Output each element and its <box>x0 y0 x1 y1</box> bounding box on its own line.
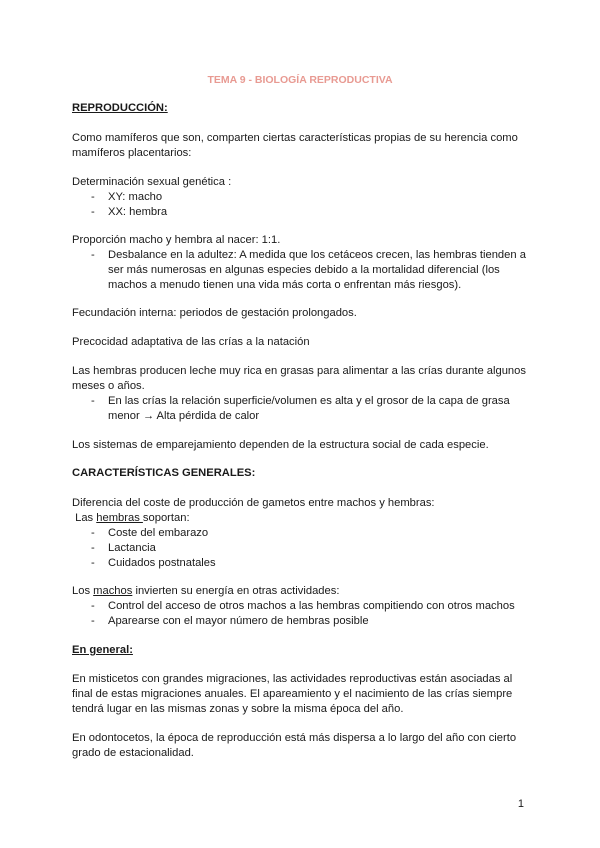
paragraph-machos: Los machos invierten su energía en otras actividades: - Control del acceso de otros machos a las hembras compitiendo con otros machos - Aparearse con el mayor número de hembras posible <box>72 584 532 629</box>
paragraph-misticetos: En misticetos con grandes migraciones, las actividades reproductivas están asociadas al final de estas migraciones anuales. El apareamiento y el nacimiento de las crías siempre tendrá lugar en las mismas zonas y sobre la misma época del año. <box>72 673 513 715</box>
section-heading-reproduccion: REPRODUCCIÓN: <box>72 102 168 114</box>
leche-list <box>72 394 532 424</box>
hembras-line: Las hembras soportan: <box>75 512 190 524</box>
paragraph-determinacion: Determinación sexual genética : - XY: macho - XX: hembra <box>72 175 532 220</box>
machos-list <box>72 599 532 629</box>
hembras-underlined: hembras <box>96 512 143 524</box>
page-title: TEMA 9 - BIOLOGÍA REPRODUCTIVA <box>207 74 393 86</box>
list-item: - XY: macho <box>72 190 532 205</box>
determinacion-list <box>72 190 532 220</box>
section-heading-general: En general: <box>72 644 133 656</box>
proporcion-list <box>72 248 532 293</box>
paragraph-precocidad: Precocidad adaptativa de las crías a la natación <box>72 336 310 348</box>
paragraph-intro: Como mamíferos que son, comparten ciertas características propias de su herencia como mamíferos placentarios: <box>72 132 518 159</box>
list-item: - Aparearse con el mayor número de hembras posible <box>72 614 532 629</box>
paragraph-odontocetos: En odontocetos, la época de reproducción está más dispersa a lo largo del año con cierto grado de estacionalidad. <box>72 732 517 759</box>
page-number: 1 <box>517 798 524 810</box>
paragraph-fecundacion: Fecundación interna: periodos de gestación prolongados. <box>72 307 357 319</box>
machos-underlined: machos <box>93 585 133 597</box>
paragraph-emparejamiento: Los sistemas de emparejamiento dependen de la estructura social de cada especie. <box>72 439 489 451</box>
list-item: - XX: hembra <box>72 205 532 220</box>
paragraph-leche: Las hembras producen leche muy rica en grasas para alimentar a las crías durante algunos meses o años. - En las crías la relación superficie/volumen es alta y el grosor de la capa de grasa menor → Alta pérdida de calor <box>72 364 532 424</box>
list-item: - Control del acceso de otros machos a las hembras compitiendo con otros machos <box>72 599 532 614</box>
section-heading-caracteristicas: CARACTERÍSTICAS GENERALES: <box>72 467 256 479</box>
list-item: - Cuidados postnatales <box>72 556 532 571</box>
hembras-list <box>72 526 532 571</box>
list-item: - En las crías la relación superficie/volumen es alta y el grosor de la capa de grasa menor → Alta pérdida de calor <box>72 394 532 424</box>
list-item: - Desbalance en la adultez: A medida que los cetáceos crecen, las hembras tienden a ser más numerosas en algunas especies debido a la mortalidad diferencial (los machos a menudo tienen una vida más corta o enfrentan más riesgos). <box>72 248 532 293</box>
paragraph-diferencia: Diferencia del coste de producción de gametos entre machos y hembras: Las hembras soportan: - Coste del embarazo - Lactancia - Cuidados postnatales <box>72 496 532 571</box>
list-item: - Coste del embarazo <box>72 526 532 541</box>
list-item: - Lactancia <box>72 541 532 556</box>
paragraph-proporcion: Proporción macho y hembra al nacer: 1:1. - Desbalance en la adultez: A medida que los cetáceos crecen, las hembras tienden a ser más numerosas en algunas especies debido a la mortalidad diferencial (los machos a menudo tienen una vida más corta o enfrentan más riesgos). <box>72 233 532 293</box>
